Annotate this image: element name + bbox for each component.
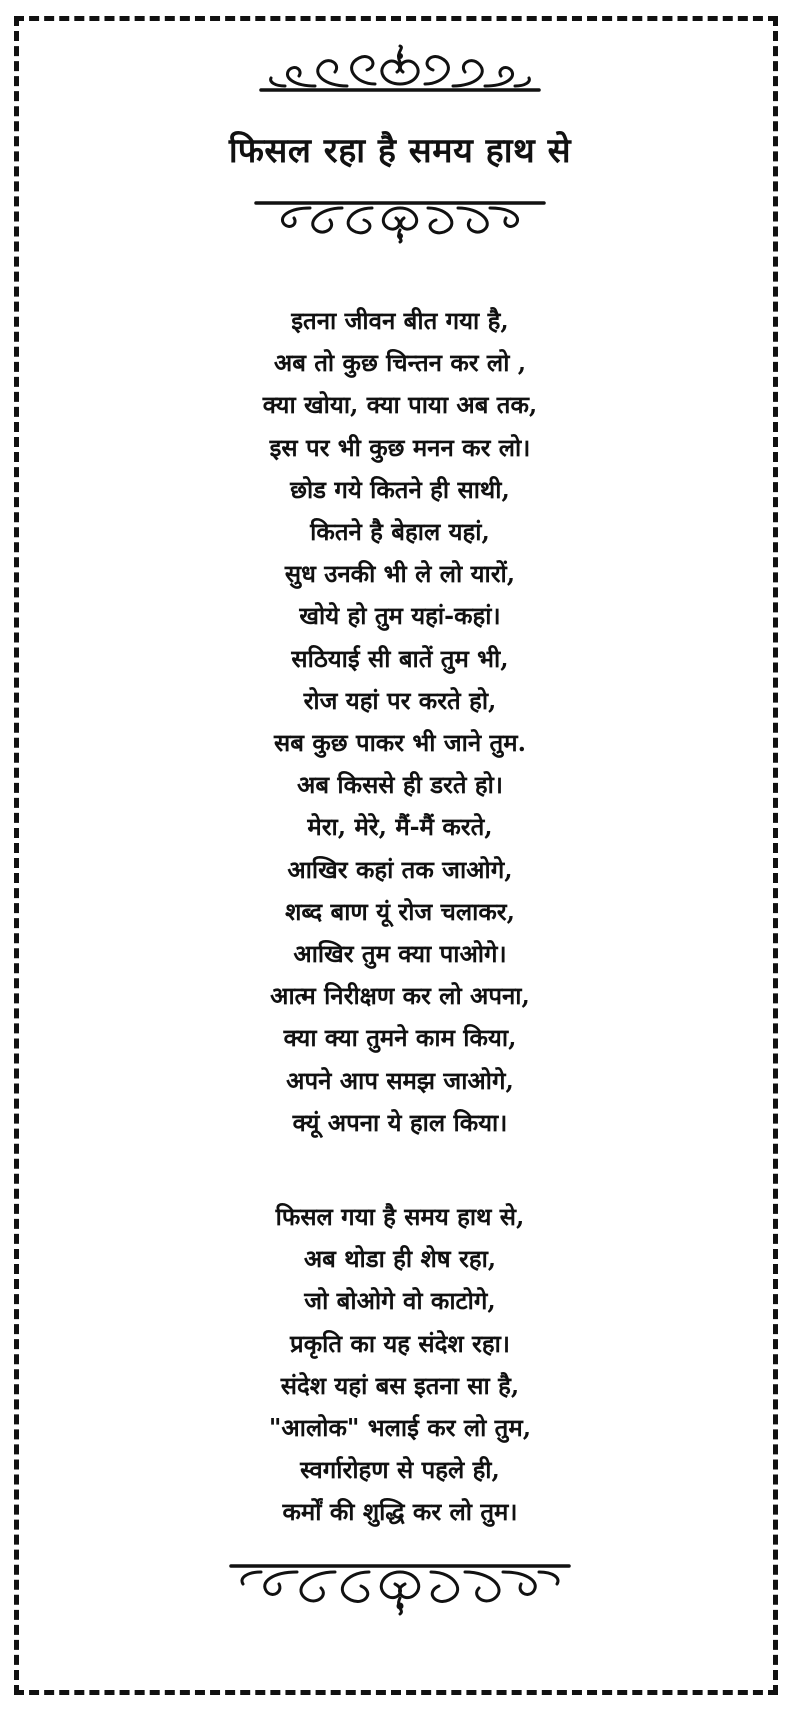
poem-line: फिसल गया है समय हाथ से, [275,1202,525,1232]
top-flourish-ornament [255,44,545,96]
poem-line: आखिर कहां तक जाओगे, [287,854,513,884]
poem-line: आखिर तुम क्या पाओगे। [293,939,507,969]
poem-line: क्या खोया, क्या पाया अब तक, [262,390,538,420]
poem-line: अपने आप समझ जाओगे, [286,1065,514,1095]
title-underline-ornament [250,198,550,244]
poem-line: क्या क्या तुमने काम किया, [283,1023,517,1053]
poem-line: "आलोक" भलाई कर लो तुम, [268,1413,532,1443]
poem-line: आत्म निरीक्षण कर लो अपना, [270,981,530,1011]
stanza-1 [0,300,800,1144]
poem-line: अब थोडा ही शेष रहा, [303,1244,497,1274]
poem-line: रोज यहां पर करते हो, [303,685,497,715]
bottom-flourish-ornament [225,1560,575,1618]
poem-line: सब कुछ पाकर भी जाने तुम. [274,728,526,758]
poem-body [0,300,800,1534]
poem-line: सुध उनकी भी ले लो यारों, [284,559,516,589]
poem-line: मेरा, मेरे, मैं-मैं करते, [307,812,493,842]
poem-line: इस पर भी कुछ मनन कर लो। [269,432,531,462]
stanza-2 [0,1196,800,1534]
poem-line: सठियाई सी बातें तुम भी, [291,643,509,673]
poem-line: कितने है बेहाल यहां, [310,517,490,547]
poem-line: स्वर्गारोहण से पहले ही, [300,1455,500,1485]
poem-line: अब तो कुछ चिन्तन कर लो , [273,348,527,378]
poem-line: संदेश यहां बस इतना सा है, [280,1370,520,1400]
poem-title: फिसल रहा है समय हाथ से [228,131,572,171]
poem-line: क्यूं अपना ये हाल किया। [292,1107,508,1137]
poem-line: शब्द बाण यूं रोज चलाकर, [285,896,515,926]
stanza-gap [0,1144,800,1196]
poem-line: छोड गये कितने ही साथी, [290,474,510,504]
poem-line: खोये हो तुम यहां-कहां। [299,601,501,631]
poem-line: जो बोओगे वो काटोगे, [304,1286,496,1316]
poem-line: अब किससे ही डरते हो। [297,770,503,800]
poem-line: कर्मों की शुद्धि कर लो तुम। [282,1497,518,1527]
poem-line: प्रकृति का यह संदेश रहा। [290,1328,510,1358]
poem-line: इतना जीवन बीत गया है, [291,306,509,335]
